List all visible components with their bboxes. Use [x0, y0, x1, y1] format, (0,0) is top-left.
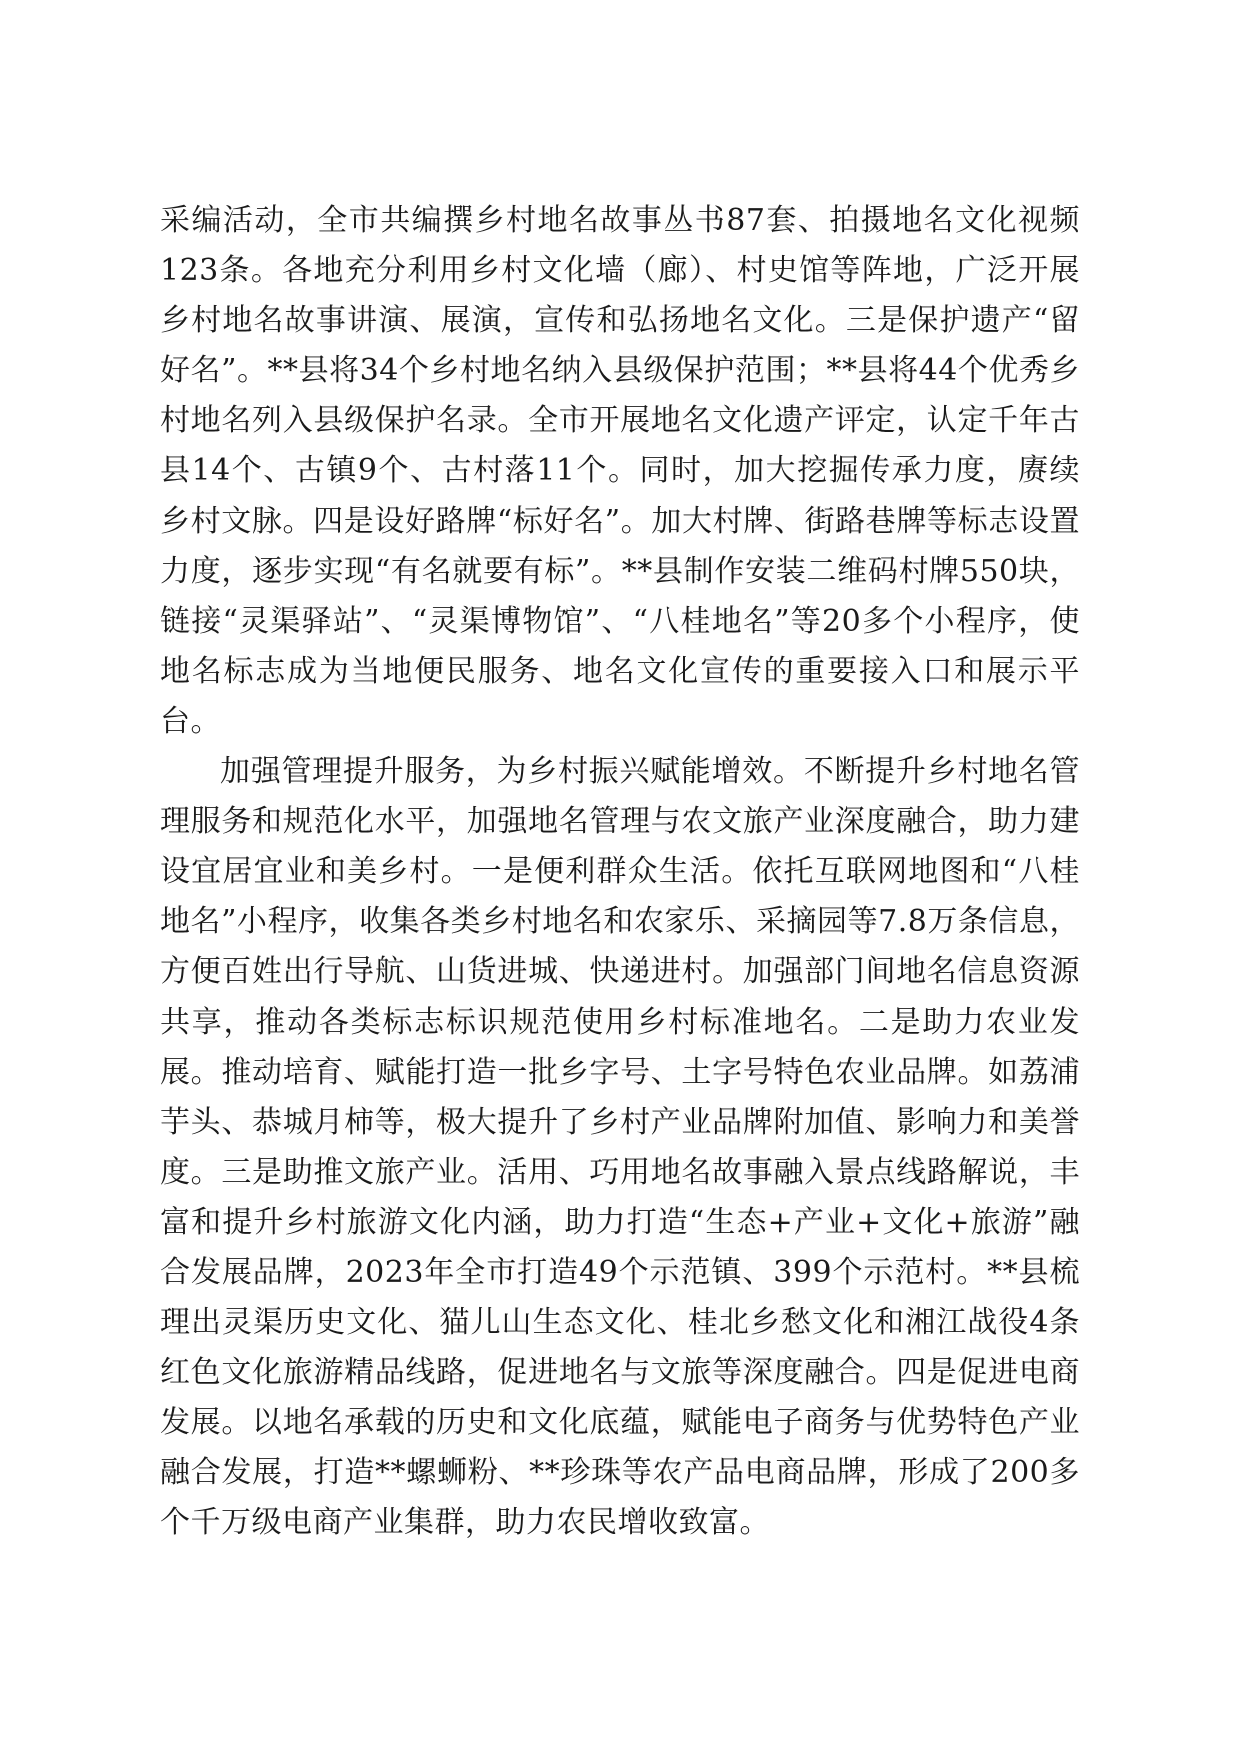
- paragraph-heritage-signage: 采编活动，全市共编撰乡村地名故事丛书87套、拍摄地名文化视频123条。各地充分利用乡村文化墙（廊）、村史馆等阵地，广泛开展乡村地名故事讲演、展演，宣传和弘扬地名文化。三是保护遗产“留好名”。**县将34个乡村地名纳入县级保护范围；**县将44个优秀乡村地名列入县级保护名录。全市开展地名文化遗产评定，认定千年古县14个、古镇9个、古村落11个。同时，加大挖掘传承力度，赓续乡村文脉。四是设好路牌“标好名”。加大村牌、街路巷牌等标志设置力度，逐步实现“有名就要有标”。**县制作安装二维码村牌550块，链接“灵渠驿站”、“灵渠博物馆”、“八桂地名”等20多个小程序，使地名标志成为当地便民服务、地名文化宣传的重要接入口和展示平台。: [160, 203, 1080, 739]
- document-body: [160, 196, 1080, 1549]
- paragraph-management-services: 加强管理提升服务，为乡村振兴赋能增效。不断提升乡村地名管理服务和规范化水平，加强地名管理与农文旅产业深度融合，助力建设宜居宜业和美乡村。一是便利群众生活。依托互联网地图和“八桂地名”小程序，收集各类乡村地名和农家乐、采摘园等7.8万条信息，方便百姓出行导航、山货进城、快递进村。加强部门间地名信息资源共享，推动各类标志标识规范使用乡村标准地名。二是助力农业发展。推动培育、赋能打造一批乡字号、土字号特色农业品牌。如荔浦芋头、恭城月柿等，极大提升了乡村产业品牌附加值、影响力和美誉度。三是助推文旅产业。活用、巧用地名故事融入景点线路解说，丰富和提升乡村旅游文化内涵，助力打造“生态+产业+文化+旅游”融合发展品牌，2023年全市打造49个示范镇、399个示范村。**县梳理出灵渠历史文化、猫儿山生态文化、桂北乡愁文化和湘江战役4条红色文化旅游精品线路，促进地名与文旅等深度融合。四是促进电商发展。以地名承载的历史和文化底蕴，赋能电子商务与优势特色产业融合发展，打造**螺蛳粉、**珍珠等农产品电商品牌，形成了200多个千万级电商产业集群，助力农民增收致富。: [160, 754, 1080, 1541]
